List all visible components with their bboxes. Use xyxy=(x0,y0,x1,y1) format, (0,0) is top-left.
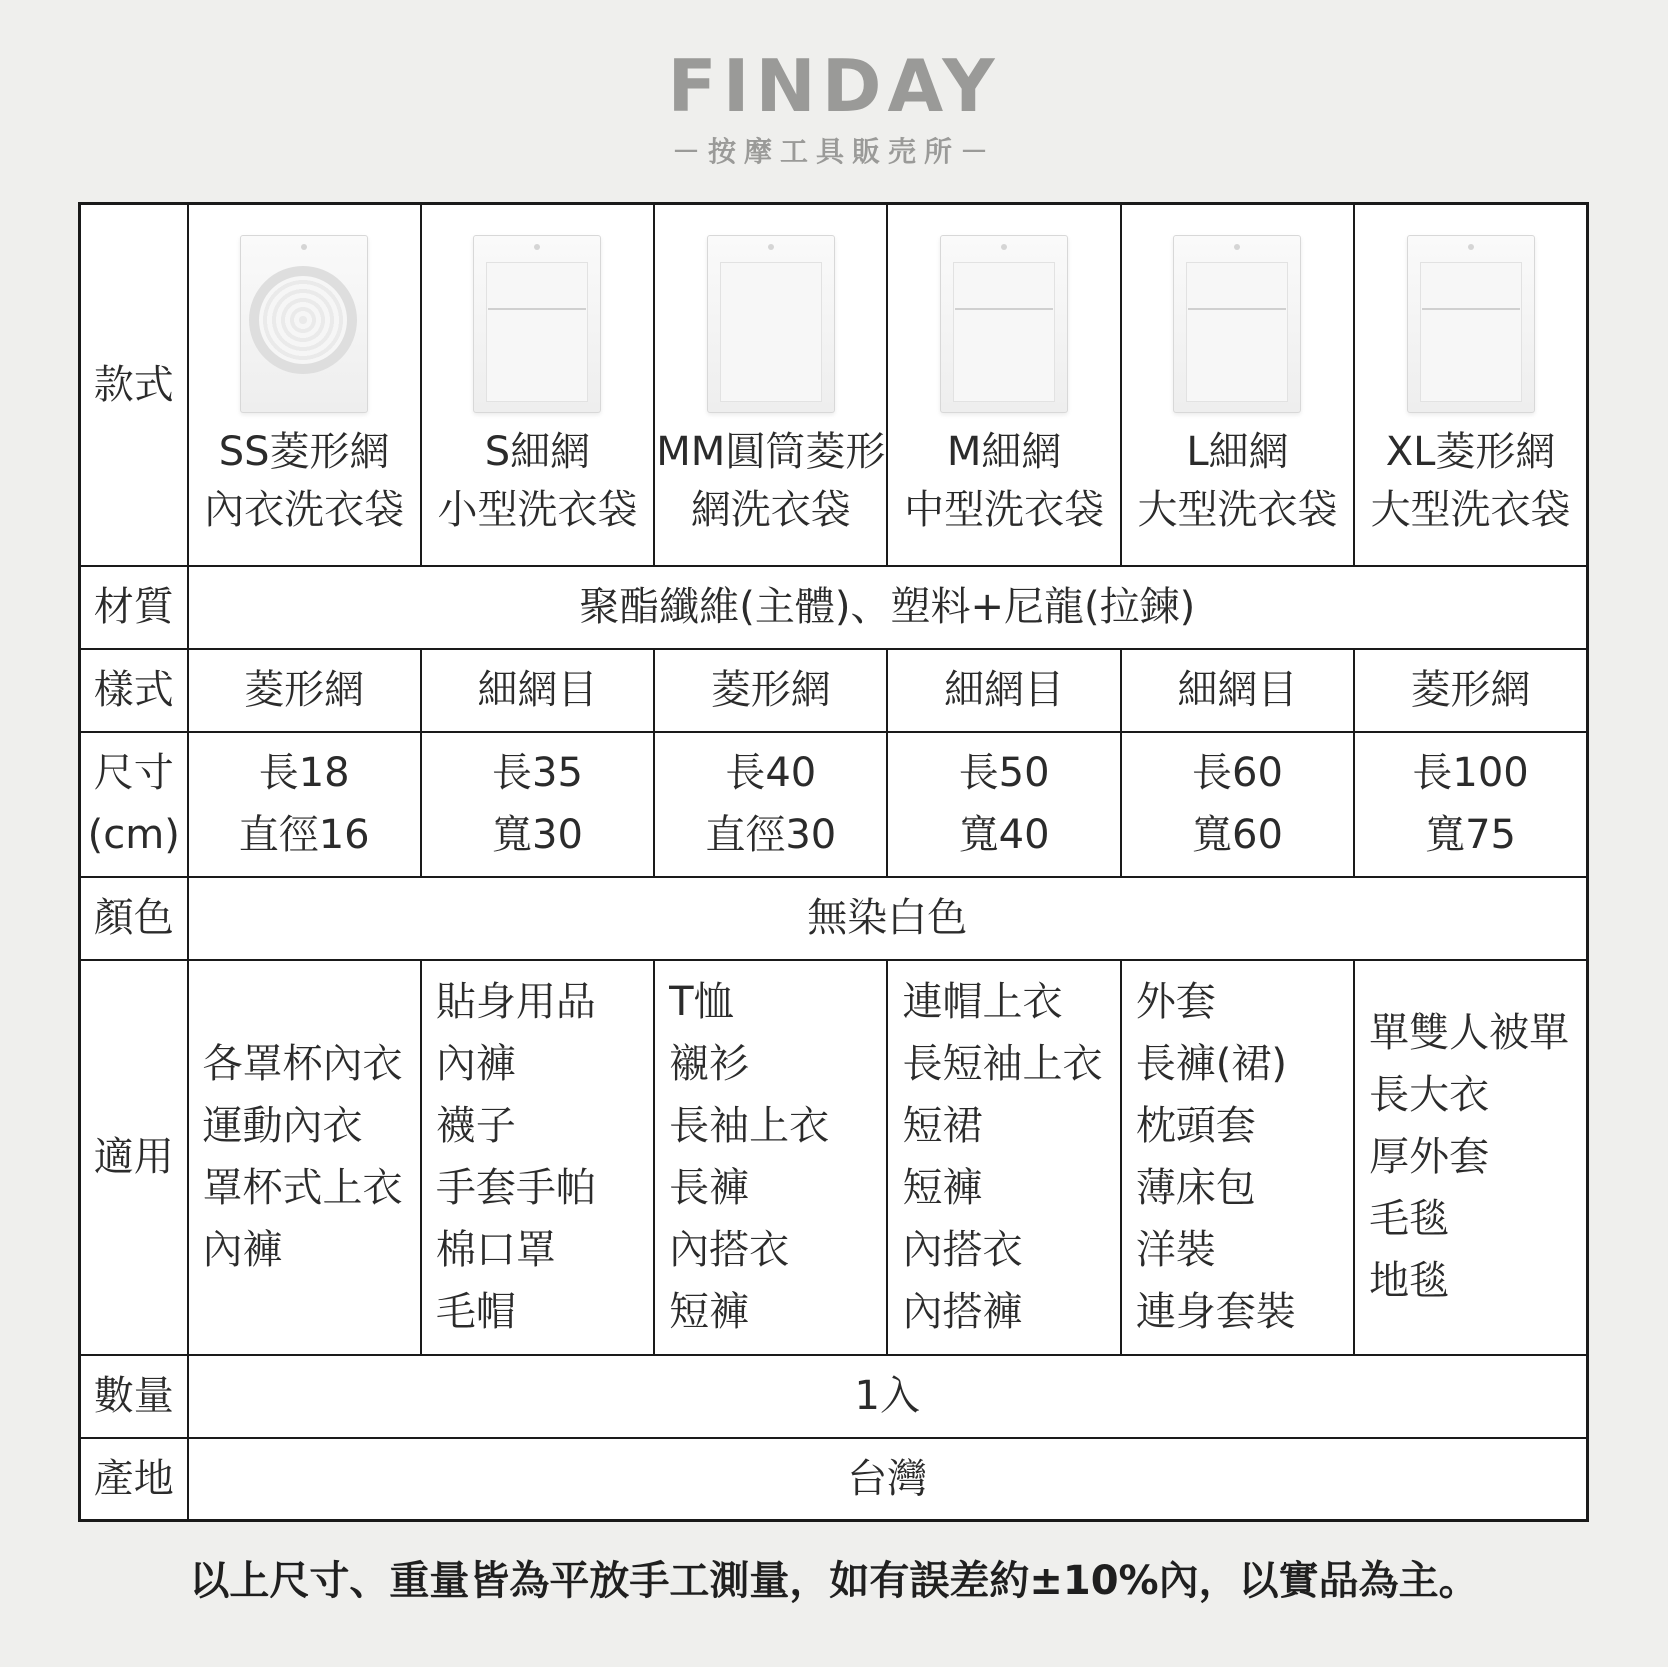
product-name-line1: M細網 xyxy=(946,429,1062,475)
usage-item: 薄床包 xyxy=(1135,1165,1256,1211)
usage-item: 枕頭套 xyxy=(1135,1103,1256,1149)
size-cell xyxy=(421,732,654,877)
table-row-material xyxy=(80,566,1588,649)
pattern-cell: 細網目 xyxy=(887,649,1120,732)
product-name-line2: 大型洗衣袋 xyxy=(1370,487,1571,533)
spec-table xyxy=(78,202,1589,1522)
row-label-origin: 產地 xyxy=(80,1438,188,1521)
flat-mesh-bag-icon xyxy=(473,235,601,413)
size-cell xyxy=(188,732,421,877)
usage-item: 長褲 xyxy=(669,1165,750,1211)
table-row-usage xyxy=(80,960,1588,1355)
row-label-quantity: 數量 xyxy=(80,1355,188,1438)
size-width: 寬60 xyxy=(1192,812,1283,858)
round-mesh-bag-icon xyxy=(240,235,368,413)
product-name-line1: L細網 xyxy=(1186,429,1289,475)
usage-item: 貼身用品 xyxy=(435,979,596,1025)
size-length: 長100 xyxy=(1412,750,1529,796)
size-cell xyxy=(654,732,887,877)
usage-item: 內搭衣 xyxy=(902,1227,1023,1273)
row-label-material: 材質 xyxy=(80,566,188,649)
usage-cell xyxy=(1121,960,1354,1355)
color-value: 無染白色 xyxy=(188,877,1588,960)
usage-item: 短褲 xyxy=(902,1165,983,1211)
table-row-pattern xyxy=(80,649,1588,732)
table-row-size xyxy=(80,732,1588,877)
product-cell-xl xyxy=(1354,204,1587,566)
size-length: 長18 xyxy=(258,750,350,796)
usage-item: 毛毯 xyxy=(1369,1196,1450,1242)
product-cell-mm xyxy=(654,204,887,566)
size-width: 寬75 xyxy=(1425,812,1517,858)
pattern-cell: 菱形網 xyxy=(188,649,421,732)
usage-item: 長短袖上衣 xyxy=(902,1041,1103,1087)
brand-subtitle: －按摩工具販売所－ xyxy=(671,135,996,168)
usage-item: 襪子 xyxy=(435,1103,516,1149)
usage-item: 手套手帕 xyxy=(435,1165,596,1211)
usage-cell xyxy=(188,960,421,1355)
table-row-quantity xyxy=(80,1355,1588,1438)
usage-item: 毛帽 xyxy=(435,1289,516,1335)
usage-item: 連身套裝 xyxy=(1135,1289,1296,1335)
usage-item: 地毯 xyxy=(1369,1258,1450,1304)
table-row-origin xyxy=(80,1438,1588,1521)
usage-item: 長大衣 xyxy=(1369,1072,1490,1118)
size-cell xyxy=(1121,732,1354,877)
pattern-cell: 細網目 xyxy=(1121,649,1354,732)
size-length: 長50 xyxy=(958,750,1050,796)
usage-item: 厚外套 xyxy=(1369,1134,1490,1180)
usage-item: 罩杯式上衣 xyxy=(202,1165,403,1211)
product-name-line2: 網洗衣袋 xyxy=(690,487,851,533)
row-label-pattern: 樣式 xyxy=(80,649,188,732)
product-cell-l xyxy=(1121,204,1354,566)
size-width: 直徑30 xyxy=(705,812,837,858)
product-name-line2: 內衣洗衣袋 xyxy=(204,487,405,533)
usage-cell xyxy=(421,960,654,1355)
pattern-cell: 菱形網 xyxy=(1354,649,1587,732)
usage-item: 內搭衣 xyxy=(669,1227,790,1273)
large-mesh-bag-icon xyxy=(1407,235,1535,413)
footnote: 以上尺寸、重量皆為平放手工測量，如有誤差約±10%內，以實品為主。 xyxy=(189,1558,1479,1604)
row-label-style: 款式 xyxy=(80,204,188,566)
usage-item: T恤 xyxy=(669,979,734,1025)
usage-item: 長袖上衣 xyxy=(669,1103,830,1149)
brand-logo: FINDAY xyxy=(667,44,1001,128)
origin-value: 台灣 xyxy=(188,1438,1588,1521)
usage-item: 內搭褲 xyxy=(902,1289,1023,1335)
brand-header xyxy=(0,46,1668,170)
product-name-line1: MM圓筒菱形 xyxy=(656,429,886,475)
product-cell-s xyxy=(421,204,654,566)
usage-item: 短裙 xyxy=(902,1103,983,1149)
table-row-style xyxy=(80,204,1588,566)
usage-cell xyxy=(654,960,887,1355)
product-name-line1: XL菱形網 xyxy=(1385,429,1556,475)
product-name-line2: 大型洗衣袋 xyxy=(1137,487,1338,533)
size-length: 長40 xyxy=(725,750,817,796)
product-name-line1: SS菱形網 xyxy=(218,429,390,475)
pattern-cell: 菱形網 xyxy=(654,649,887,732)
usage-item: 襯衫 xyxy=(669,1041,750,1087)
usage-cell xyxy=(887,960,1120,1355)
usage-item: 運動內衣 xyxy=(202,1103,363,1149)
product-cell-ss xyxy=(188,204,421,566)
usage-item: 長褲(裙) xyxy=(1135,1041,1288,1087)
size-length: 長60 xyxy=(1192,750,1283,796)
usage-item: 內褲 xyxy=(435,1041,516,1087)
size-width: 直徑16 xyxy=(238,812,370,858)
size-width: 寬40 xyxy=(958,812,1050,858)
flat-mesh-bag-icon xyxy=(940,235,1068,413)
product-name-line1: S細網 xyxy=(484,429,591,475)
flat-mesh-bag-icon xyxy=(1173,235,1301,413)
row-label-size-line1: 尺寸 xyxy=(93,750,174,796)
size-width: 寬30 xyxy=(492,812,583,858)
usage-item: 各罩杯內衣 xyxy=(202,1041,403,1087)
row-label-color: 顏色 xyxy=(80,877,188,960)
usage-item: 連帽上衣 xyxy=(902,979,1063,1025)
usage-item: 短褲 xyxy=(669,1289,750,1335)
pattern-cell: 細網目 xyxy=(421,649,654,732)
row-label-usage: 適用 xyxy=(80,960,188,1355)
usage-cell xyxy=(1354,960,1587,1355)
row-label-size xyxy=(80,732,188,877)
size-length: 長35 xyxy=(492,750,583,796)
product-name-line2: 中型洗衣袋 xyxy=(904,487,1105,533)
material-value: 聚酯纖維(主體)、塑料+尼龍(拉鍊) xyxy=(188,566,1588,649)
size-cell xyxy=(1354,732,1587,877)
usage-item: 外套 xyxy=(1135,979,1216,1025)
table-row-color xyxy=(80,877,1588,960)
product-name-line2: 小型洗衣袋 xyxy=(437,487,638,533)
usage-item: 洋裝 xyxy=(1135,1227,1216,1273)
usage-item: 棉口罩 xyxy=(435,1227,556,1273)
size-cell xyxy=(887,732,1120,877)
row-label-size-line2: (cm) xyxy=(87,812,180,858)
product-cell-m xyxy=(887,204,1120,566)
usage-item: 內褲 xyxy=(202,1227,283,1273)
usage-item: 單雙人被單 xyxy=(1369,1010,1570,1056)
quantity-value: 1入 xyxy=(188,1355,1588,1438)
cylinder-mesh-bag-icon xyxy=(707,235,835,413)
